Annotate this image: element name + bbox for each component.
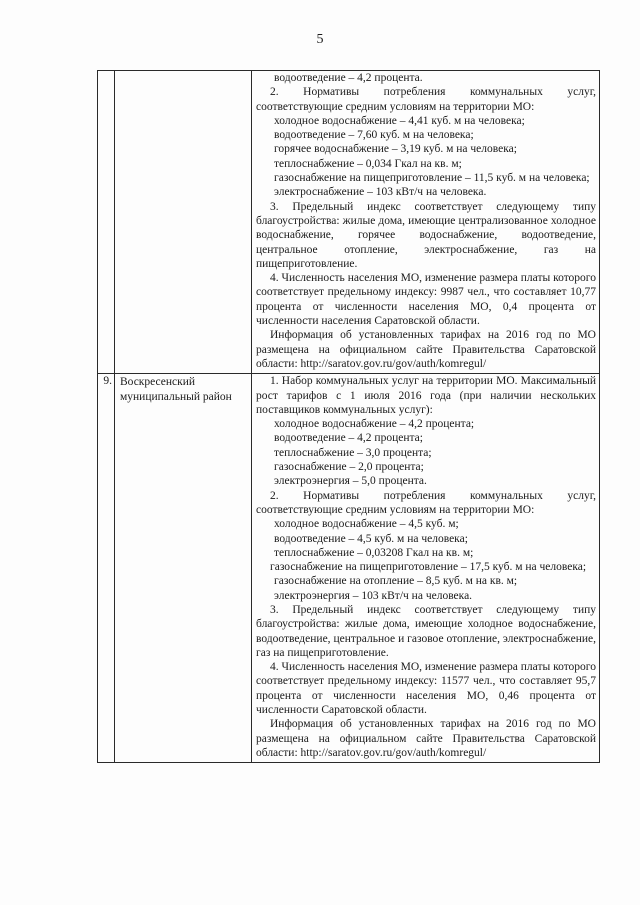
row-number	[98, 71, 115, 374]
paragraph: 4. Численность населения МО, изменение размера платы которого соответствует предельному индексу: 9987 чел., что составляет 10,77 процента от численности населения МО, 0,4 процента от численности населения Саратовской области.	[256, 272, 596, 328]
paragraph: Информация об установленных тарифах на 2016 год по МО размещена на официальном сайте Правительства Саратовской области: http://saratov.gov.ru/gov/auth/komregul/	[256, 329, 596, 370]
paragraph: водоотведение – 4,2 процента;	[274, 432, 423, 445]
paragraph: газоснабжение – 2,0 процента;	[274, 461, 424, 474]
row-number: 9.	[98, 374, 115, 763]
paragraph: электроэнергия – 103 кВт/ч на человека.	[274, 589, 473, 602]
paragraph: теплоснабжение – 0,034 Гкал на кв. м;	[274, 157, 462, 170]
tariff-table	[97, 70, 600, 763]
paragraph: 4. Численность населения МО, изменение размера платы которого соответствует предельному индексу: 11577 чел., что составляет 95,7 процента от численности населения МО, 0,46 процента от численности Саратовской области.	[256, 661, 596, 717]
table-body	[98, 71, 600, 763]
paragraph: газоснабжение на пищеприготовление – 11,5 куб. м на человека;	[274, 172, 590, 185]
municipality-name: Воскресенский муниципальный район	[115, 374, 252, 763]
paragraph: газоснабжение на отопление – 8,5 куб. м на кв. м;	[274, 575, 518, 588]
paragraph: холодное водоснабжение – 4,5 куб. м;	[274, 518, 459, 531]
description-cell	[252, 374, 600, 763]
paragraph: 2. Нормативы потребления коммунальных услуг, соответствующие средним условиям на территории МО:	[256, 86, 596, 113]
paragraph: электроснабжение – 103 кВт/ч на человека.	[274, 186, 487, 199]
paragraph: Информация об установленных тарифах на 2016 год по МО размещена на официальном сайте Правительства Саратовской области: http://saratov.gov.ru/gov/auth/komregul/	[256, 718, 596, 759]
paragraph: теплоснабжение – 0,03208 Гкал на кв. м;	[274, 546, 474, 559]
paragraph: 3. Предельный индекс соответствует следующему типу благоустройства: жилые дома, имеющие холодное водоснабжение, водоотведение, центральное и газовое отопление, электроснабжение, газ на пищеприготовление.	[256, 603, 596, 659]
paragraph: горячее водоснабжение – 3,19 куб. м на человека;	[274, 143, 517, 156]
description-cell	[252, 71, 600, 374]
table-row	[98, 71, 600, 374]
paragraph: 3. Предельный индекс соответствует следующему типу благоустройства: жилые дома, имеющие централизованное холодное водоснабжение, горячее водоснабжение, водоотведение, центральное отопление, электроснабжение, газ на пищеприготовление.	[256, 200, 596, 270]
paragraph: водоотведение – 7,60 куб. м на человека;	[274, 129, 474, 142]
paragraph: 1. Набор коммунальных услуг на территории МО. Максимальный рост тарифов с 1 июля 2016 года (при наличии нескольких поставщиков коммунальных услуг):	[256, 375, 596, 416]
paragraph: 2. Нормативы потребления коммунальных услуг, соответствующие средним условиям на территории МО:	[256, 489, 596, 516]
page-number: 5	[316, 32, 324, 47]
paragraph: водоотведение – 4,2 процента.	[274, 72, 423, 84]
paragraph: холодное водоснабжение – 4,41 куб. м на человека;	[274, 114, 525, 127]
paragraph: электроэнергия – 5,0 процента.	[274, 475, 427, 488]
paragraph: водоотведение – 4,5 куб. м на человека;	[274, 532, 468, 545]
paragraph: газоснабжение на пищеприготовление – 17,5 куб. м на человека;	[270, 561, 587, 574]
paragraph: холодное водоснабжение – 4,2 процента;	[274, 418, 475, 431]
table-row	[98, 374, 600, 763]
municipality-name	[115, 71, 252, 374]
paragraph: теплоснабжение – 3,0 процента;	[274, 446, 432, 459]
